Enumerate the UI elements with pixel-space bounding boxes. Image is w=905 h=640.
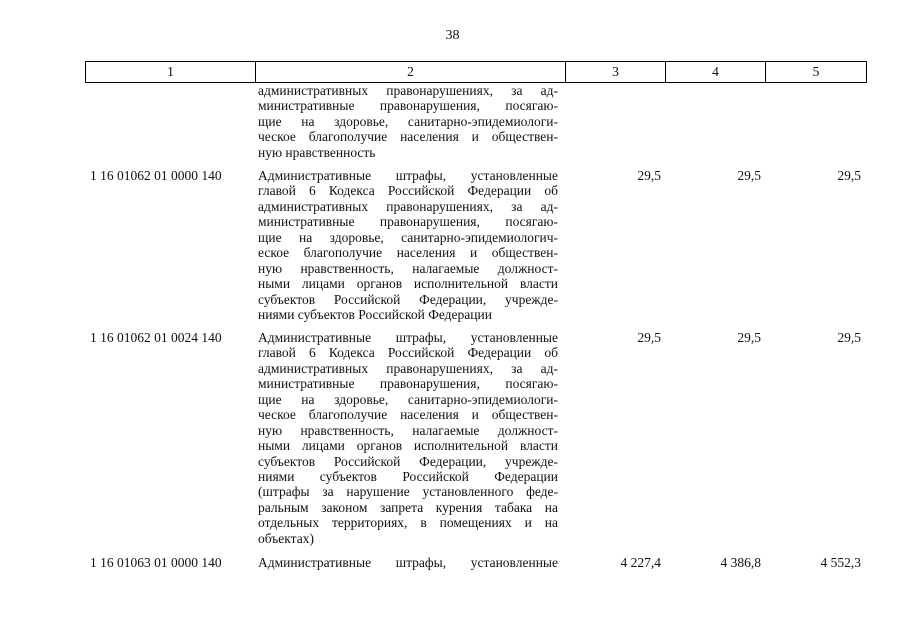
- description-line: отдельных территориях, в помещениях и на: [258, 515, 558, 531]
- description-line: Административные штрафы, установленные: [258, 168, 558, 183]
- row-code: 1 16 01062 01 0024 140: [90, 330, 222, 345]
- row-code: 1 16 01062 01 0000 140: [90, 168, 222, 183]
- row-value-col5: 29,5: [837, 168, 861, 183]
- column-header-1: 1: [86, 62, 256, 83]
- description-line: ную нравственность: [258, 144, 376, 160]
- description-line: министративные правонарушения, посягаю-: [258, 214, 558, 230]
- description-line: главой 6 Кодекса Российской Федерации об: [258, 345, 558, 361]
- description-line: ральным законом запрета курения табака на: [258, 499, 558, 515]
- column-header-3: 3: [566, 62, 666, 83]
- description-line: Административные штрафы, установленные: [258, 330, 558, 345]
- column-header-5: 5: [766, 62, 867, 83]
- description-line: субъектов Российской Федерации, учрежде-: [258, 453, 558, 469]
- description-line: щие на здоровье, санитарно-эпидемиологи-: [258, 391, 558, 407]
- row-description: [258, 168, 558, 322]
- description-line: (штрафы за нарушение установленного феде-: [258, 484, 558, 500]
- description-line: административных правонарушениях, за ад-: [258, 83, 558, 98]
- row-value-col3: 4 227,4: [620, 555, 661, 570]
- description-line: объектах): [258, 530, 314, 546]
- row-value-col4: 29,5: [737, 330, 761, 345]
- row-value-col3: 29,5: [637, 330, 661, 345]
- description-line: ными лицами органов исполнительной власти: [258, 438, 558, 454]
- column-header-2: 2: [256, 62, 566, 83]
- description-line: субъектов Российской Федерации, учрежде-: [258, 291, 558, 307]
- description-line: еское благополучие населения и обществен-: [258, 245, 558, 261]
- row-code: 1 16 01063 01 0000 140: [90, 555, 222, 570]
- description-line: ческое благополучие населения и обществен-: [258, 129, 558, 145]
- description-line: ную нравственность, налагаемые должност-: [258, 260, 558, 276]
- row-value-col4: 29,5: [737, 168, 761, 183]
- row-description: [258, 555, 558, 570]
- row-description: [258, 330, 558, 546]
- row-value-col3: 29,5: [637, 168, 661, 183]
- description-line: ную нравственность, налагаемые должност-: [258, 422, 558, 438]
- description-line: ниями субъектов Российской Федерации: [258, 468, 558, 484]
- description-line: министративные правонарушения, посягаю-: [258, 376, 558, 392]
- description-line: главой 6 Кодекса Российской Федерации об: [258, 183, 558, 199]
- column-header-4: 4: [666, 62, 766, 83]
- table-header: [85, 61, 867, 83]
- description-line: министративные правонарушения, посягаю-: [258, 98, 558, 114]
- description-line: Административные штрафы, установленные: [258, 555, 558, 570]
- description-line: административных правонарушениях, за ад-: [258, 360, 558, 376]
- continuation-description: [258, 83, 558, 160]
- description-line: ными лицами органов исполнительной власти: [258, 276, 558, 292]
- row-value-col5: 4 552,3: [820, 555, 861, 570]
- description-line: ниями субъектов Российской Федерации: [258, 306, 492, 322]
- row-value-col4: 4 386,8: [720, 555, 761, 570]
- description-line: административных правонарушениях, за ад-: [258, 198, 558, 214]
- description-line: щие на здоровье, санитарно-эпидемиологи-: [258, 113, 558, 129]
- page-number: 38: [445, 28, 460, 43]
- row-value-col5: 29,5: [837, 330, 861, 345]
- description-line: щие на здоровье, санитарно-эпидемиологич-: [258, 229, 558, 245]
- description-line: ческое благополучие населения и обществен-: [258, 407, 558, 423]
